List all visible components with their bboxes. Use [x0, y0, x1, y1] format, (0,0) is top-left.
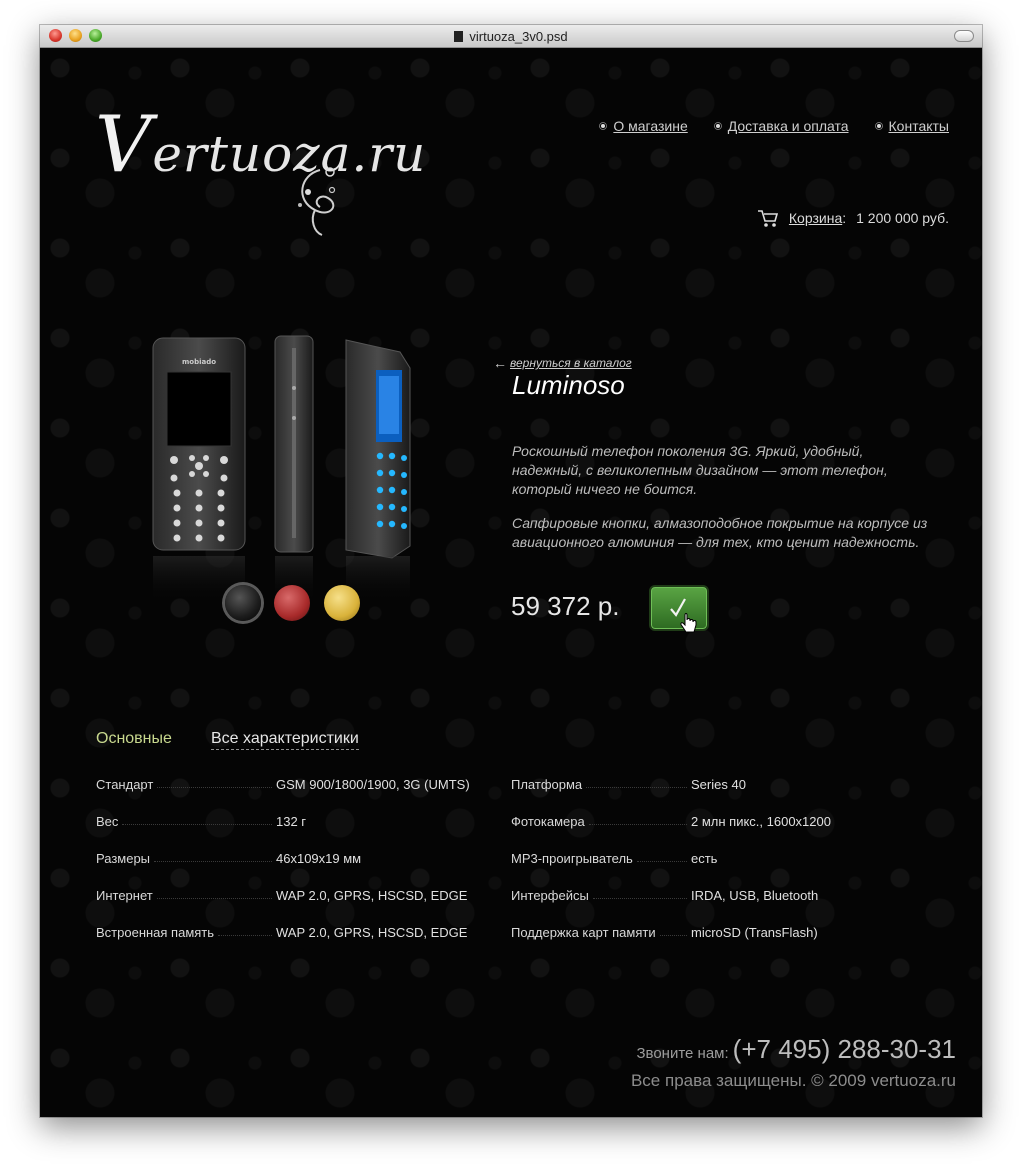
color-swatch-black[interactable]: [225, 585, 261, 621]
cart-summary: Корзина: 1 200 000 руб.: [757, 208, 949, 228]
spec-row: MP3-проигрыватель есть: [511, 851, 718, 866]
document-icon: [454, 31, 463, 42]
product-title: Luminoso: [512, 370, 625, 400]
spec-row: Поддержка карт памяти microSD (TransFlash): [511, 925, 818, 940]
svg-text:mobiado: mobiado: [181, 358, 217, 366]
title-bar: [40, 25, 982, 48]
cart-icon[interactable]: [757, 208, 779, 228]
top-navigation: [599, 118, 949, 134]
flower-bullet-icon: [599, 122, 607, 130]
app-window: [40, 25, 982, 1117]
cart-total: 1 200 000 руб.: [856, 210, 949, 226]
logo-swirl-icon: [280, 160, 350, 240]
spec-row: Фотокамера 2 млн пикс., 1600x1200: [511, 814, 831, 829]
arrow-left-icon: ←: [493, 355, 507, 371]
spec-row: Интерфейсы IRDA, USB, Bluetooth: [511, 888, 819, 903]
product-description: Роскошный телефон поколения 3G. Яркий, удобный, надежный, с великолепным дизайном — этот телефон, который ничего не боится.: [512, 443, 888, 497]
tab-main[interactable]: Основные: [96, 730, 172, 747]
footer-phone: Звоните нам: (+7 495) 288-30-31: [636, 1034, 956, 1064]
spec-row: Вес 132 г: [96, 814, 307, 829]
window-title: virtuoza_3v0.psd: [40, 29, 982, 44]
spec-row: Платформа Series 40: [511, 777, 746, 792]
flower-bullet-icon: [875, 122, 883, 130]
phone-number[interactable]: (+7 495) 288-30-31: [732, 1034, 956, 1064]
flower-bullet-icon: [714, 122, 722, 130]
product-price: 59 372 р.: [511, 591, 620, 621]
checkmark-icon: [651, 587, 707, 629]
footer-copyright: Все права защищены. © 2009 vertuoza.ru: [630, 1071, 956, 1090]
nav-delivery-link[interactable]: Доставка и оплата: [714, 118, 849, 134]
toolbar-toggle-button[interactable]: [954, 30, 974, 42]
back-to-catalog-link[interactable]: ← вернуться в каталог: [493, 355, 632, 371]
cart-link[interactable]: Корзина: [788, 210, 843, 226]
nav-contacts-link[interactable]: Контакты: [875, 118, 949, 134]
page-content: [40, 48, 982, 1117]
hand-cursor-icon: [680, 613, 698, 635]
spec-row: Встроенная память WAP 2.0, GPRS, HSCSD, EDGE: [96, 925, 468, 940]
product-features: Сапфировые кнопки, алмазоподобное покрытие на корпусе из авиационного алюминия — для тех, кто ценит надежность.: [512, 515, 928, 550]
color-swatch-gold[interactable]: [324, 585, 360, 621]
spec-row: Размеры 46x109x19 мм: [96, 851, 362, 866]
product-image[interactable]: [140, 328, 440, 628]
tab-all-specs[interactable]: Все характеристики: [211, 730, 359, 750]
logo-wordmark: Vertuoza.ru: [95, 100, 427, 190]
nav-about-link[interactable]: О магазине: [599, 118, 687, 134]
spec-row: Стандарт GSM 900/1800/1900, 3G (UMTS): [96, 777, 470, 792]
add-to-cart-button[interactable]: [649, 585, 709, 631]
color-swatch-red[interactable]: [274, 585, 310, 621]
spec-row: Интернет WAP 2.0, GPRS, HSCSD, EDGE: [96, 888, 468, 903]
